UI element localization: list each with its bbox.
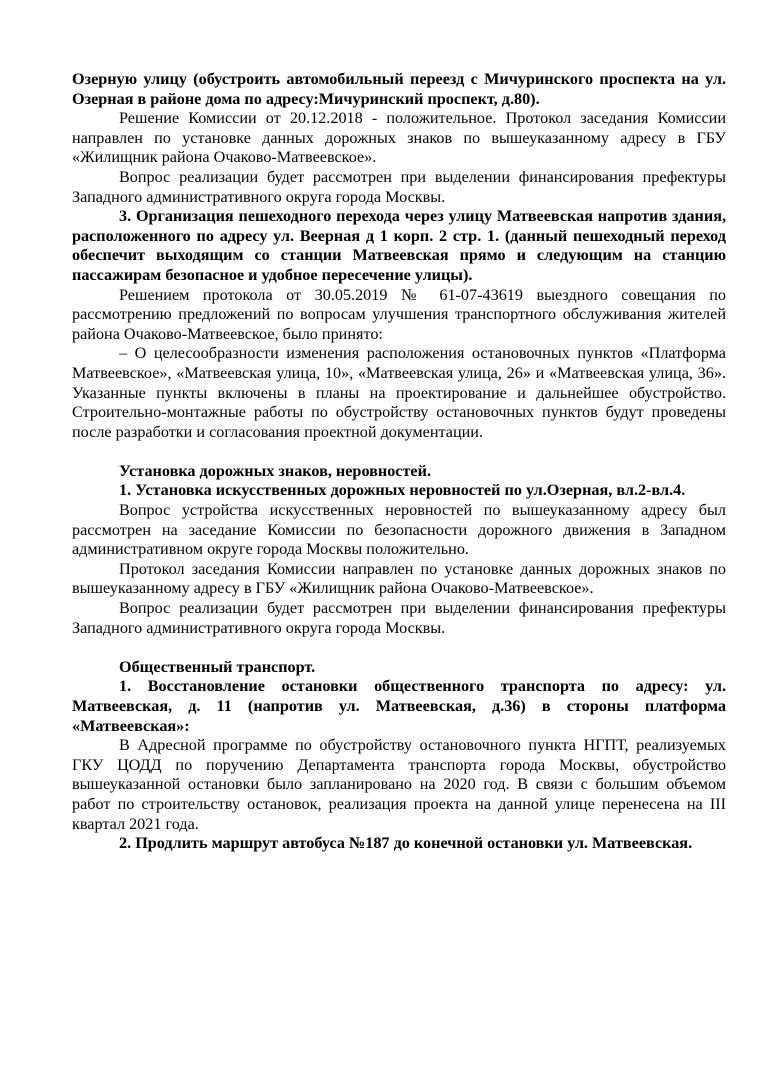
- paragraph-address-program: В Адресной программе по обустройству остановочного пункта НГПТ, реализуемых ГКУ ЦОДД по поручению Департамента транспорта города Москвы, обустройство вышеуказанной остановки было запланировано на 2020 год. В связи с большим объемом работ по строительству остановок, реализация проекта на данной улице перенесена на III квартал 2021 года.: [72, 736, 726, 833]
- spacer: [72, 638, 726, 658]
- paragraph-financing-note: Вопрос реализации будет рассмотрен при выделении финансирования префектуры Западного административного округа города Москвы.: [72, 167, 726, 206]
- paragraph-speed-bumps-review: Вопрос устройства искусственных неровностей по вышеуказанному адресу был рассмотрен на заседание Комиссии по безопасности дорожного движения в Западном административном округе города Москвы положительно.: [72, 501, 726, 559]
- paragraph-stops-relocation: – О целесообразности изменения расположения остановочных пунктов «Платформа Матвеевское», «Матвеевская улица, 10», «Матвеевская улица, 26» и «Матвеевская улица, 36». Указанные пункты включены в планы на проектирование и дальнейшее обустройство. Строительно-монтажные работы по обустройству остановочных пунктов будут проведены после разработки и согласования проектной документации.: [72, 344, 726, 441]
- spacer: [72, 442, 726, 462]
- paragraph-protocol-decision: Решением протокола от 30.05.2019 № 61-07-43619 выездного совещания по рассмотрению предложений по вопросам улучшения транспортного обслуживания жителей района Очаково-Матвеевское, было принято:: [72, 285, 726, 343]
- section-title-public-transport: Общественный транспорт.: [119, 657, 316, 676]
- paragraph-commission-decision: Решение Комиссии от 20.12.2018 - положительное. Протокол заседания Комиссии направлен по установке данных дорожных знаков по вышеуказанному адресу в ГБУ «Жилищник района Очаково-Матвеевское».: [72, 109, 726, 167]
- paragraph-heading-pedestrian-crossing: 3. Организация пешеходного перехода через улицу Матвеевская напротив здания, расположенного по адресу ул. Веерная д 1 корп. 2 стр. 1. (данный пешеходный переход обеспечит выходящим со станции Матвеевская прямо и следующим на станцию пассажирам безопасное и удобное пересечение улицы).: [72, 207, 726, 284]
- paragraph-heading-ozernaya-crossing: Озерную улицу (обустроить автомобильный переезд с Мичуринского проспекта на ул. Озерная в районе дома по адресу:Мичуринский проспект, д.80).: [72, 70, 726, 108]
- paragraph-heading-speed-bumps: 1. Установка искусственных дорожных неровностей по ул.Озерная, вл.2-вл.4.: [119, 481, 686, 500]
- paragraph-financing-note-2: Вопрос реализации будет рассмотрен при выделении финансирования префектуры Западного административного округа города Москвы.: [72, 599, 726, 637]
- section-title-road-signs: Установка дорожных знаков, неровностей.: [119, 461, 431, 480]
- paragraph-heading-bus-187: 2. Продлить маршрут автобуса №187 до конечной остановки ул. Матвеевская.: [119, 834, 693, 853]
- paragraph-protocol-sent: Протокол заседания Комиссии направлен по установке данных дорожных знаков по вышеуказанному адресу в ГБУ «Жилищник района Очаково-Матвеевское».: [72, 559, 726, 598]
- paragraph-heading-bus-stop-restoration: 1. Восстановление остановки общественного транспорта по адресу: ул. Матвеевская, д. 11 (напротив ул. Матвеевская, д.36) в стороны платформа «Матвеевская»:: [72, 677, 726, 735]
- document-page: [72, 70, 726, 854]
